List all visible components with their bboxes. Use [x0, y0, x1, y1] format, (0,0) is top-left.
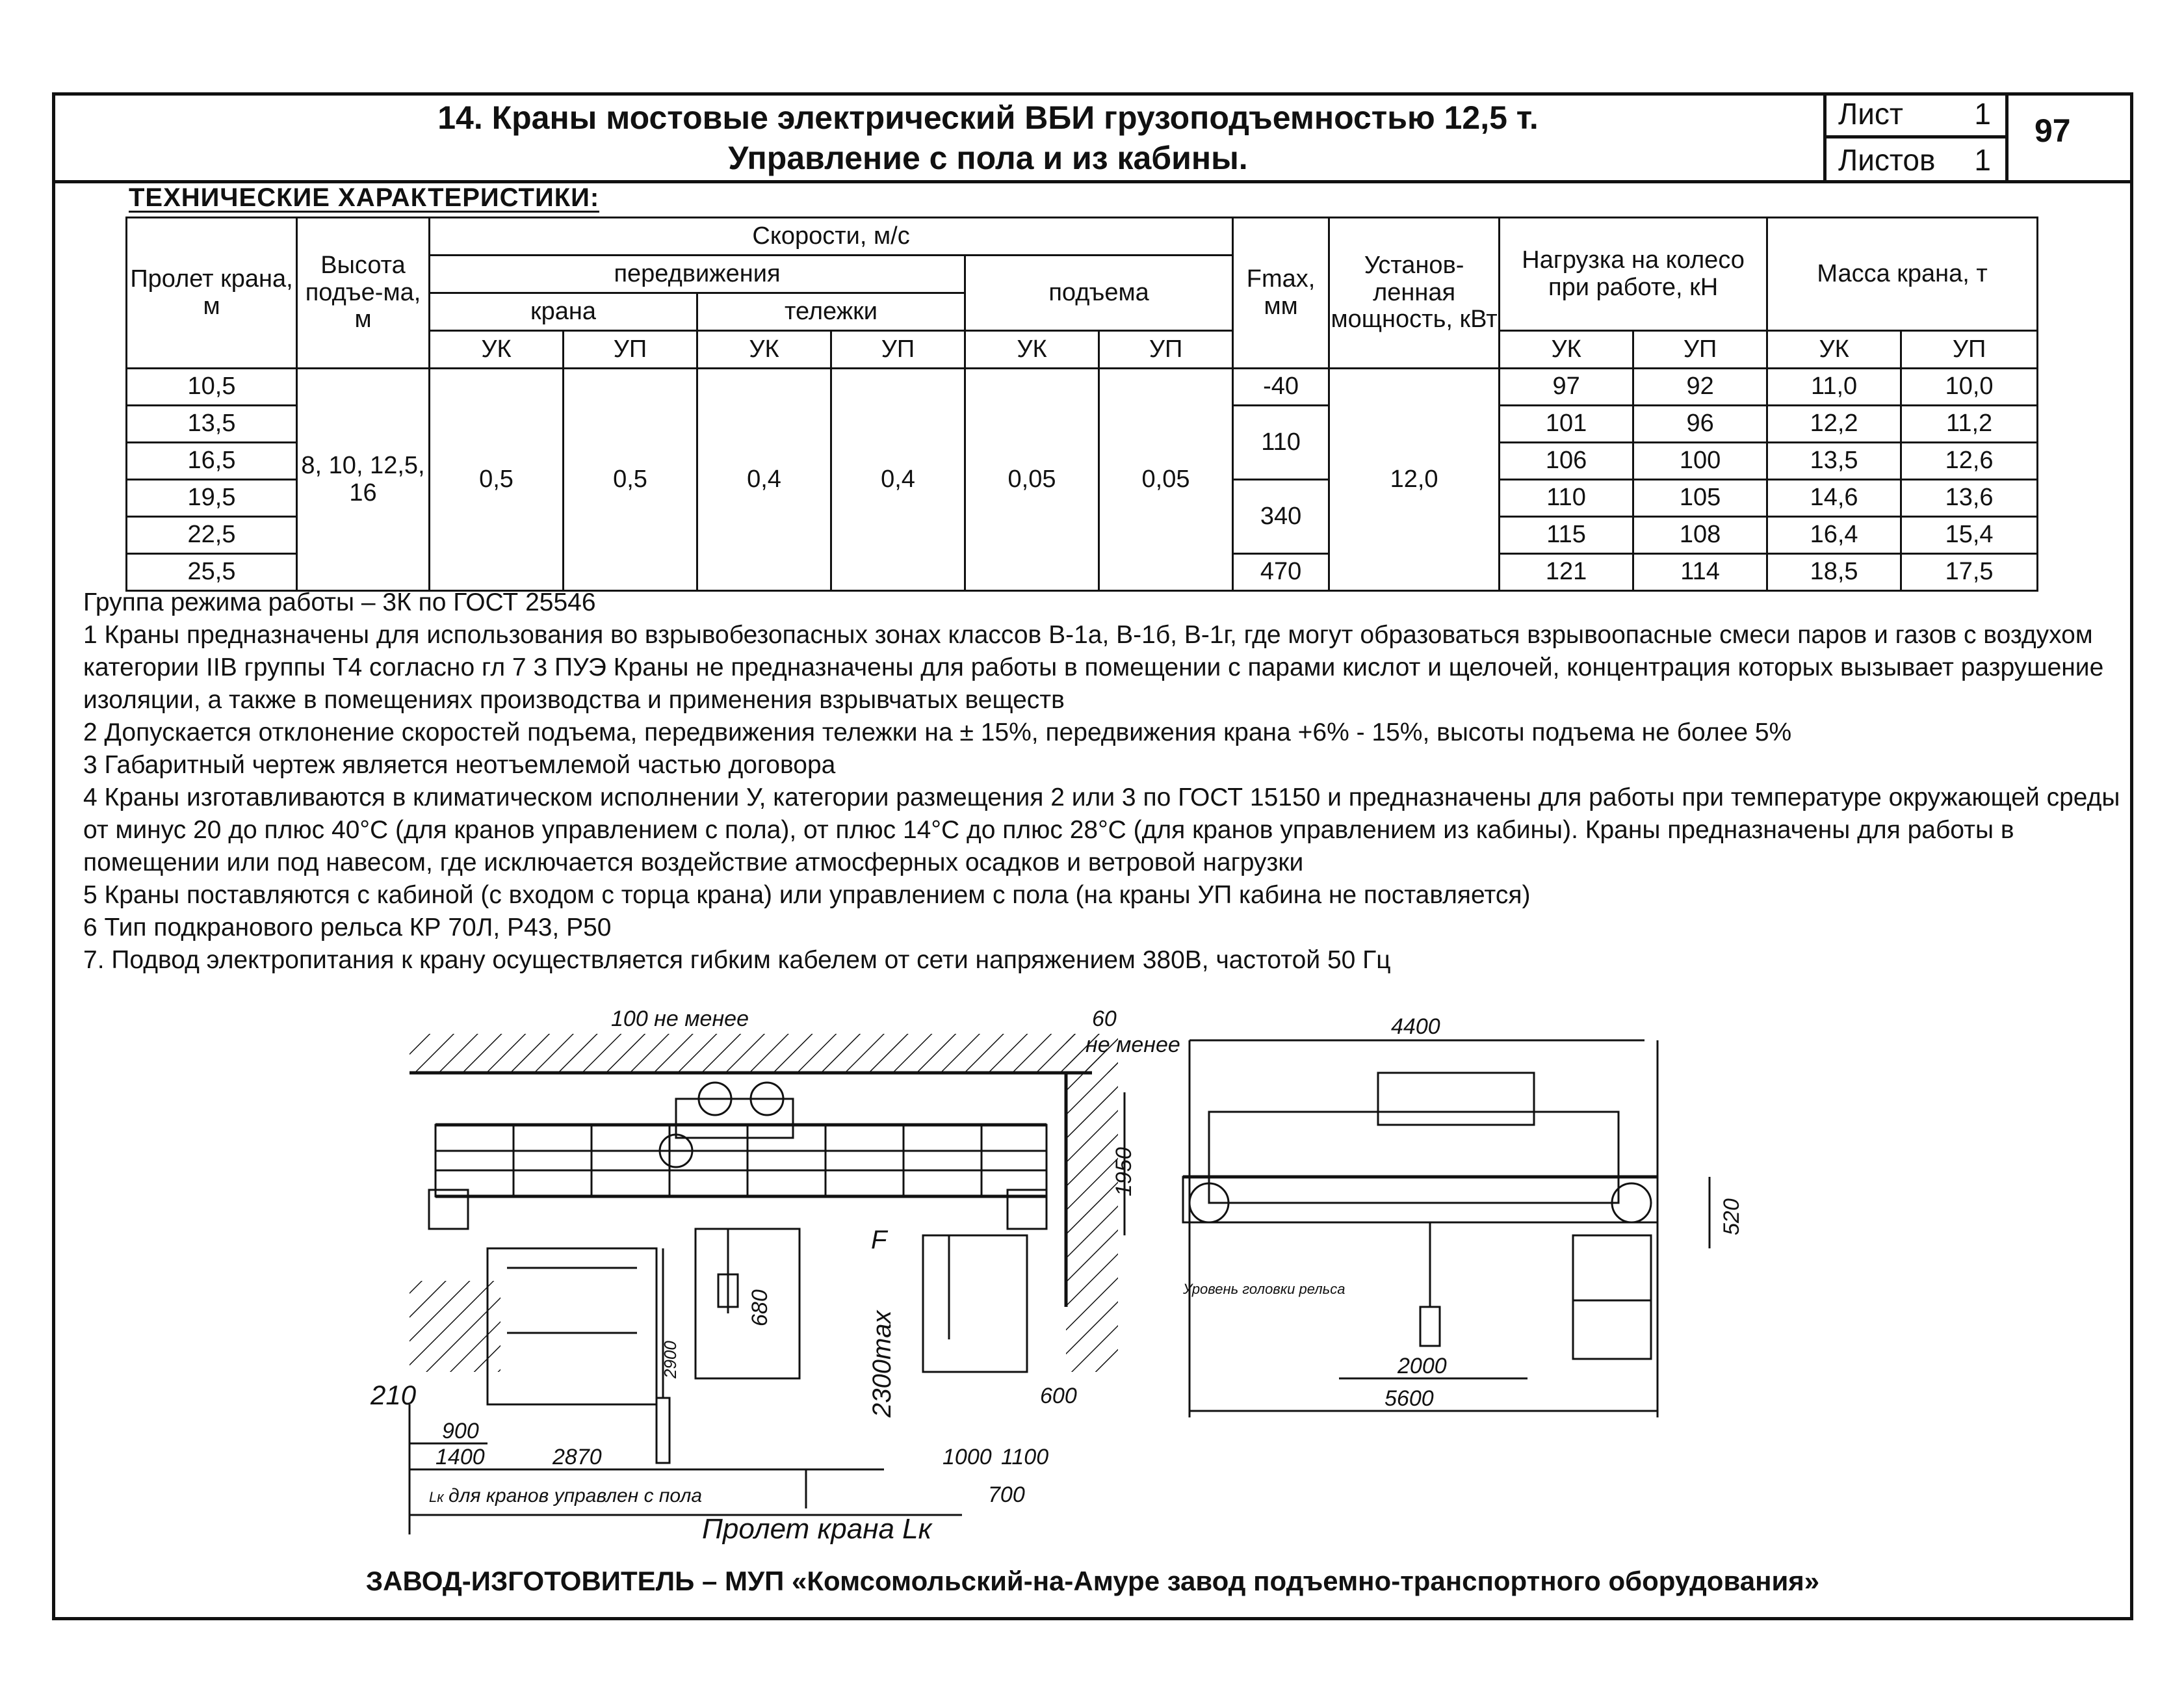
dim-2870-label: 2870: [552, 1445, 602, 1469]
col-lift-header: подъема: [965, 256, 1233, 331]
sheet-box: [1823, 92, 2008, 182]
span-cell: 22,5: [127, 517, 297, 554]
height-cell: 8, 10, 12,5, 16: [297, 369, 430, 591]
sheet-row: [1826, 92, 2005, 135]
sheets-row: [1826, 135, 2005, 181]
wheel-uk-cell: 106: [1500, 443, 1633, 480]
fmax-cell: 340: [1233, 480, 1329, 554]
crane-drawing: [370, 1001, 1755, 1545]
label-lk-small: Lк: [429, 1489, 444, 1505]
lift-uk-header: УК: [965, 331, 1099, 369]
label-span: Пролет крана Lк: [702, 1513, 932, 1545]
trolley-up-header: УП: [831, 331, 965, 369]
wheel-up-header: УП: [1633, 331, 1767, 369]
trolley-up-cell: 0,4: [831, 369, 965, 591]
sheets-value: 1: [1974, 143, 1991, 177]
mass-uk-cell: 18,5: [1767, 554, 1901, 591]
lift-uk-cell: 0,05: [965, 369, 1099, 591]
wheel-up-cell: 100: [1633, 443, 1767, 480]
ceiling-hatch: [410, 1034, 1118, 1073]
dim-900-label: 900: [442, 1419, 479, 1443]
sheet-label: Лист: [1838, 97, 1903, 131]
wall-hatch: [1066, 1034, 1118, 1372]
col-trolley-header: тележки: [697, 293, 965, 331]
col-height-header: Высота подъе-ма, м: [297, 218, 430, 369]
wheel-up-cell: 114: [1633, 554, 1767, 591]
dim-2000-label: 2000: [1398, 1354, 1447, 1378]
trolley-uk-cell: 0,4: [697, 369, 831, 591]
specs-heading: ТЕХНИЧЕСКИЕ ХАРАКТЕРИСТИКИ:: [129, 183, 600, 212]
span-cell: 13,5: [127, 406, 297, 443]
note-5: 5 Краны поставляются с кабиной (с входом с торца крана) или управлением с пола (на краны УП кабина не поставляется): [83, 881, 1531, 909]
dim-4400-label: 4400: [1391, 1014, 1440, 1039]
note-7: 7. Подвод электропитания к крану осуществляется гибким кабелем от сети напряжением 380В, частотой 50 Гц: [83, 946, 1391, 974]
mass-uk-cell: 12,2: [1767, 406, 1901, 443]
col-speeds-header: Скорости, м/с: [430, 218, 1233, 256]
notes-section: [83, 586, 2124, 977]
wheel-uk-cell: 97: [1500, 369, 1633, 406]
fmax-cell: 470: [1233, 554, 1329, 591]
span-cell: 16,5: [127, 443, 297, 480]
dim-1000-label: 1000: [942, 1445, 992, 1469]
span-cell: 19,5: [127, 480, 297, 517]
wheel-uk-cell: 110: [1500, 480, 1633, 517]
sheets-label: Листов: [1838, 143, 1936, 177]
mass-up-cell: 11,2: [1901, 406, 2038, 443]
mass-up-header: УП: [1901, 331, 2038, 369]
col-fmax-header: Fmax, мм: [1233, 218, 1329, 369]
label-rail: Уровень головки рельса: [1183, 1281, 1346, 1297]
col-travel-header: передвижения: [430, 256, 965, 293]
mass-up-cell: 12,6: [1901, 443, 2038, 480]
col-power-header: Установ-ленная мощность, кВт: [1329, 218, 1500, 369]
dim-600-label: 600: [1040, 1384, 1077, 1408]
wheel-uk-cell: 121: [1500, 554, 1633, 591]
specs-table: [125, 217, 2038, 592]
note-4: 4 Краны изготавливаются в климатическом исполнении У, категории размещения 2 или 3 по ГОСТ 15150 и предназначены для работы при температуре окружающей среды от минус 20 до плюс 40°С (для кранов управлением с пола), от плюс 14°С до плюс 28°С (для кранов управлением из кабины). Краны предназначены для работы в помещении или под навесом, где исключается воздействие атмосферных осадков и ветровой нагрузки: [83, 783, 2120, 876]
crane-up-header: УП: [564, 331, 697, 369]
dim-1950-label: 1950: [1112, 1147, 1136, 1196]
wheel-up-cell: 92: [1633, 369, 1767, 406]
wheel-uk-header: УК: [1500, 331, 1633, 369]
mass-up-cell: 17,5: [1901, 554, 2038, 591]
col-mass-header: Масса крана, т: [1767, 218, 2038, 331]
lift-up-cell: 0,05: [1099, 369, 1233, 591]
col-wheel-header: Нагрузка на колесо при работе, кН: [1500, 218, 1767, 331]
page-number: 97: [2034, 112, 2071, 149]
mass-uk-cell: 16,4: [1767, 517, 1901, 554]
mass-uk-cell: 11,0: [1767, 369, 1901, 406]
dim-1100-label: 1100: [1001, 1445, 1049, 1469]
title-line-2: Управление с пола и из кабины.: [728, 140, 1248, 176]
dim-520-label: 520: [1719, 1198, 1744, 1235]
col-crane-header: крана: [430, 293, 697, 331]
note-6: 6 Тип подкранового рельса КР 70Л, Р43, Р50: [83, 914, 612, 941]
wheel-uk-cell: 101: [1500, 406, 1633, 443]
dim-5600-label: 5600: [1384, 1386, 1434, 1411]
mass-uk-header: УК: [1767, 331, 1901, 369]
trolley-uk-header: УК: [697, 331, 831, 369]
manufacturer-footer: ЗАВОД-ИЗГОТОВИТЕЛЬ – МУП «Комсомольский-на-Амуре завод подъемно-транспортного оборудования»: [365, 1566, 1820, 1596]
crane-uk-header: УК: [430, 331, 564, 369]
page-title: [247, 98, 1729, 178]
dim-60-label: 60: [1092, 1006, 1117, 1031]
note-1: 1 Краны предназначены для использования во взрывобезопасных зонах классов В-1а, В-1б, В-1г, где могут образоваться взрывоопасные смеси паров и газов с воздухом категории IIВ группы Т4 согласно гл 7 3 ПУЭ Краны не предназначены для работы в помещении с парами кислот и щелочей, концентрация которых вызывает разрушение изоляции, а также в помещениях производства и применения взрывчатых веществ: [83, 621, 2104, 714]
dim-680-label: 680: [748, 1289, 772, 1326]
dim-100-label: 100 не менее: [611, 1006, 749, 1031]
col-span-header: Пролет крана, м: [127, 218, 297, 369]
wheel-up-cell: 108: [1633, 517, 1767, 554]
mass-uk-cell: 14,6: [1767, 480, 1901, 517]
span-cell: 25,5: [127, 554, 297, 591]
label-f: F: [871, 1226, 887, 1254]
note-2: 2 Допускается отклонение скоростей подъема, передвижения тележки на ± 15%, передвижения крана +6% - 15%, высоты подъема не более 5%: [83, 718, 1792, 746]
dim-2300-label: 2300max: [868, 1310, 896, 1417]
wheel-up-cell: 105: [1633, 480, 1767, 517]
mass-up-cell: 15,4: [1901, 517, 2038, 554]
note-3: 3 Габаритный чертеж является неотъемлемой частью договора: [83, 751, 836, 779]
mass-up-cell: 13,6: [1901, 480, 2038, 517]
fmax-cell: -40: [1233, 369, 1329, 406]
mass-uk-cell: 13,5: [1767, 443, 1901, 480]
mass-up-cell: 10,0: [1901, 369, 2038, 406]
dim-700-label: 700: [988, 1482, 1025, 1507]
title-line-1: 14. Краны мостовые электрический ВБИ грузоподъемностью 12,5 т.: [437, 99, 1539, 136]
wheel-uk-cell: 115: [1500, 517, 1633, 554]
lift-up-header: УП: [1099, 331, 1233, 369]
crane-up-cell: 0,5: [564, 369, 697, 591]
dim-2900-label: 2900: [660, 1341, 680, 1378]
crane-uk-cell: 0,5: [430, 369, 564, 591]
sheet-value: 1: [1974, 97, 1991, 131]
note-group: Группа режима работы – 3К по ГОСТ 25546: [83, 588, 596, 616]
wheel-up-cell: 96: [1633, 406, 1767, 443]
dim-60b-label: не менее: [1086, 1033, 1180, 1057]
label-floor: для кранов управлен с пола: [448, 1485, 703, 1506]
fmax-cell: 110: [1233, 406, 1329, 480]
span-cell: 10,5: [127, 369, 297, 406]
power-cell: 12,0: [1329, 369, 1500, 591]
dim-1400-label: 1400: [436, 1445, 485, 1469]
table-row: [127, 369, 2038, 406]
dim-210-label: 210: [370, 1380, 417, 1410]
